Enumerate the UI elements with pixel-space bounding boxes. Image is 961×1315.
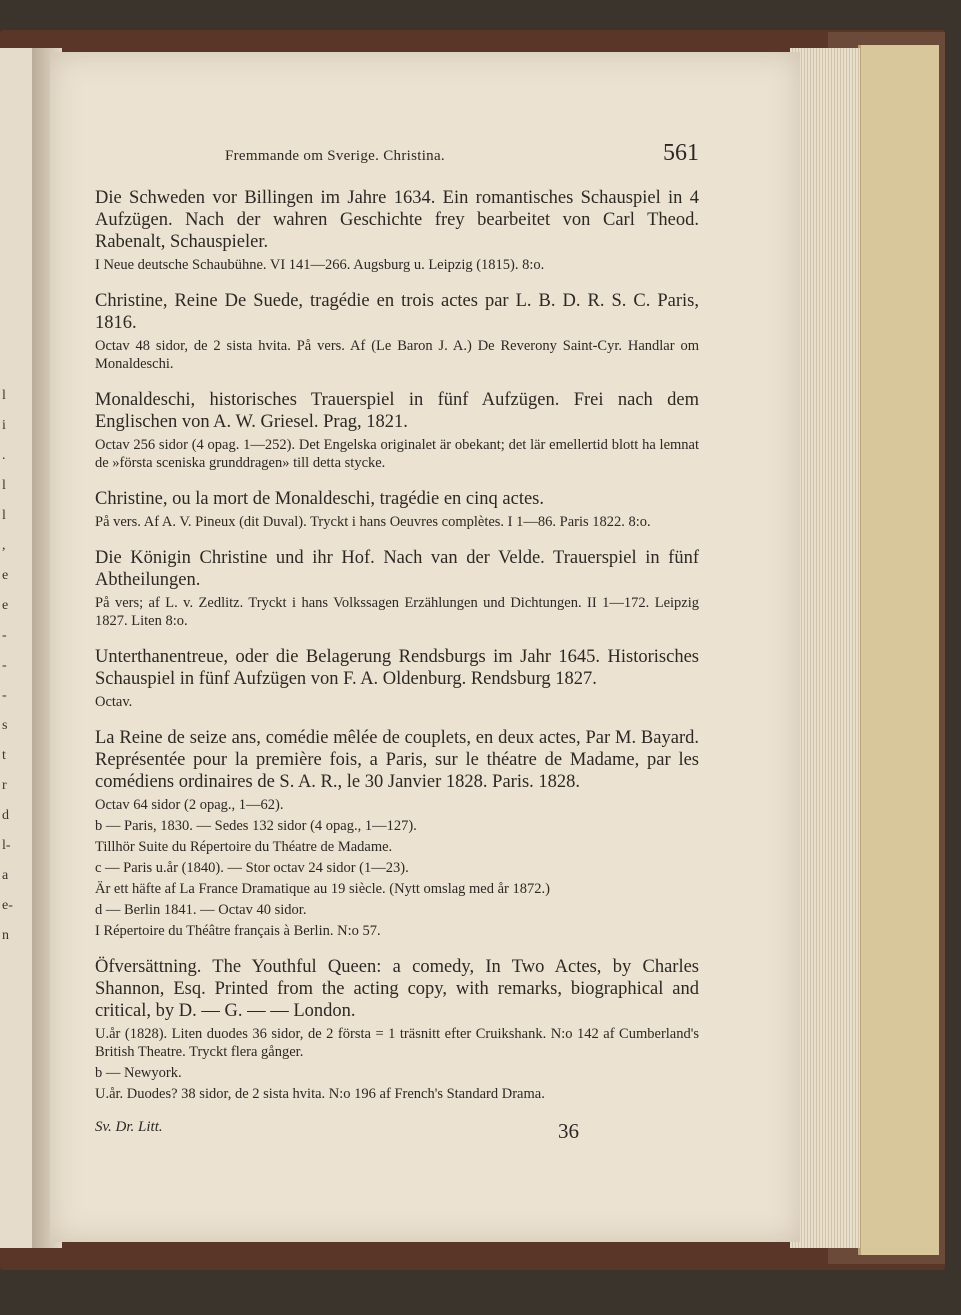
entry-note: På vers; af L. v. Zedlitz. Tryckt i hans Volkssagen Erzählungen und Dichtungen. II 1—172. Leipzig 1827. Liten 8:o. bbox=[95, 595, 699, 629]
entry-note: b — Paris, 1830. — Sedes 132 sidor (4 opag., 1—127). bbox=[95, 818, 417, 834]
entry-note: I Répertoire du Théâtre français à Berlin. N:o 57. bbox=[95, 923, 381, 939]
page-number: 561 bbox=[663, 140, 699, 166]
entry-note: På vers. Af A. V. Pineux (dit Duval). Tryckt i hans Oeuvres complètes. I 1—86. Paris 1822. 8:o. bbox=[95, 514, 651, 530]
bibliography-entry bbox=[95, 727, 699, 940]
entry-title: Christine, Reine De Suede, tragédie en trois actes par L. B. D. R. S. C. Paris, 1816. bbox=[95, 291, 699, 333]
left-page-text-fragment: . bbox=[2, 448, 6, 463]
left-page-text-fragment: l bbox=[2, 508, 6, 523]
entry-title: La Reine de seize ans, comédie mêlée de couplets, en deux actes, Par M. Bayard. Représentée pour la première fois, a Paris, sur le théatre de Madame, par les comédiens ordinaires de S. A. R., le 30 Janvier 1828. Paris. 1828. bbox=[95, 728, 699, 792]
page bbox=[50, 52, 800, 1242]
sheet-number: 36 bbox=[558, 1119, 579, 1143]
bibliography-entry bbox=[95, 646, 699, 711]
page-header bbox=[225, 140, 699, 167]
left-page-text-fragment: - bbox=[2, 628, 7, 643]
endpaper-board bbox=[858, 45, 939, 1255]
running-title: Fremmande om Sverige. Christina. bbox=[225, 148, 445, 164]
left-page-text-fragment: , bbox=[2, 538, 6, 553]
left-page-text-fragment: - bbox=[2, 688, 7, 703]
bibliography-entries bbox=[95, 187, 699, 1103]
left-page-text-fragment: r bbox=[2, 778, 7, 793]
bibliography-entry bbox=[95, 488, 699, 531]
entry-note: Är ett häfte af La France Dramatique au 19 siècle. (Nytt omslag med år 1872.) bbox=[95, 881, 550, 897]
entry-note: Octav 48 sidor, de 2 sista hvita. På vers. Af (Le Baron J. A.) De Reverony Saint-Cyr. Handlar om Monaldeschi. bbox=[95, 338, 699, 372]
entry-note: U.år. Duodes? 38 sidor, de 2 sista hvita. N:o 196 af French's Standard Drama. bbox=[95, 1086, 545, 1102]
left-page-text-fragment: - bbox=[2, 658, 7, 673]
entry-note: b — Newyork. bbox=[95, 1065, 182, 1081]
bibliography-entry bbox=[95, 956, 699, 1103]
page-content bbox=[95, 140, 699, 1144]
entry-title: Die Schweden vor Billingen im Jahre 1634. Ein romantisches Schauspiel in 4 Aufzügen. Nach der wahren Geschichte frey bearbeitet von Carl Theod. Rabenalt, Schauspieler. bbox=[95, 188, 699, 252]
bibliography-entry bbox=[95, 290, 699, 373]
entry-title: Unterthanentreue, oder die Belagerung Rendsburgs im Jahr 1645. Historisches Schauspiel in fünf Aufzügen von F. A. Oldenburg. Rendsburg 1827. bbox=[95, 647, 699, 689]
entry-note: U.år (1828). Liten duodes 36 sidor, de 2 första = 1 träsnitt efter Cruikshank. N:o 142 af Cumberland's British Theatre. Tryckt flera gånger. bbox=[95, 1026, 699, 1060]
entry-note: Octav 256 sidor (4 opag. 1—252). Det Engelska originalet är obekant; det lär emellertid blott ha lemnat de »första sceniska grunddragen» till detta stycke. bbox=[95, 437, 699, 471]
entry-title: Monaldeschi, historisches Trauerspiel in fünf Aufzügen. Frei nach dem Englischen von A. W. Griesel. Prag, 1821. bbox=[95, 390, 699, 432]
entry-note: Tillhör Suite du Répertoire du Théatre de Madame. bbox=[95, 839, 393, 855]
left-page-text-fragment: l- bbox=[2, 838, 11, 853]
entry-note: Octav. bbox=[95, 694, 133, 710]
left-page-text-fragment: d bbox=[2, 808, 9, 823]
left-page-text-fragment: i bbox=[2, 418, 6, 433]
left-page-text-fragment: a bbox=[2, 868, 9, 883]
left-page-text-fragment: t bbox=[2, 748, 6, 763]
signature-mark: Sv. Dr. Litt. bbox=[95, 1119, 163, 1135]
left-page-text-fragment: e bbox=[2, 598, 9, 613]
bibliography-entry bbox=[95, 187, 699, 274]
entry-title: Christine, ou la mort de Monaldeschi, tragédie en cinq actes. bbox=[95, 489, 545, 509]
entry-note: I Neue deutsche Schaubühne. VI 141—266. Augsburg u. Leipzig (1815). 8:o. bbox=[95, 257, 545, 273]
entry-note: c — Paris u.år (1840). — Stor octav 24 sidor (1—23). bbox=[95, 860, 409, 876]
entry-title: Öfversättning. The Youthful Queen: a comedy, In Two Actes, by Charles Shannon, Esq. Printed from the acting copy, with remarks, biographical and critical, by D. — G. — — London. bbox=[95, 957, 699, 1021]
page-edges bbox=[790, 48, 860, 1248]
left-page-text-fragment: l bbox=[2, 388, 6, 403]
left-page-text-fragment: l bbox=[2, 478, 6, 493]
entry-title: Die Königin Christine und ihr Hof. Nach van der Velde. Trauerspiel in fünf Abtheilungen. bbox=[95, 548, 699, 590]
left-page-text-fragment: n bbox=[2, 928, 9, 943]
bibliography-entry bbox=[95, 389, 699, 472]
entry-note: d — Berlin 1841. — Octav 40 sidor. bbox=[95, 902, 307, 918]
bibliography-entry bbox=[95, 547, 699, 630]
left-page-text-fragment: e bbox=[2, 568, 9, 583]
left-page-text-fragment: s bbox=[2, 718, 8, 733]
entry-note: Octav 64 sidor (2 opag., 1—62). bbox=[95, 797, 284, 813]
page-footer bbox=[95, 1119, 699, 1144]
left-page-text-fragment: e- bbox=[2, 898, 13, 913]
